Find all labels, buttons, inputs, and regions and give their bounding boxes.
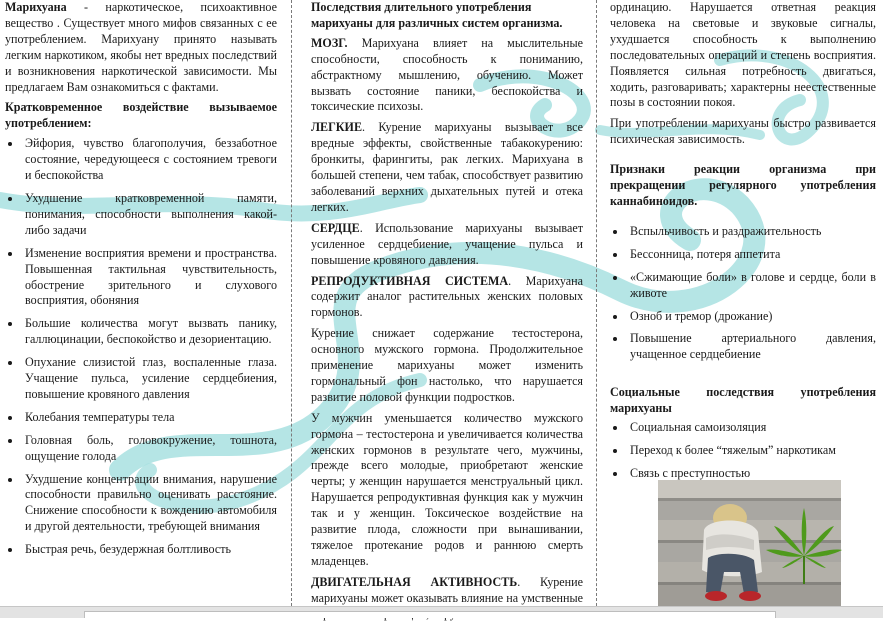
list-item: Эйфория, чувство благополучия, беззаботное состояние, чередующееся с состоянием тревоги и беспокойства <box>5 136 277 184</box>
list-item: «Сжимающие боли» в голове и сердце, боли в животе <box>610 270 876 302</box>
heart-paragraph <box>311 221 583 269</box>
social-consequences-heading: Социальные последствия употребления марихуаны <box>610 385 876 416</box>
motor-continuation-paragraph: ординацию. Нарушается ответная реакция человека на световые и звуковые сигналы, ухудшается способность к выполнению последовательных операций и степень восприятия. Появляется сильная потребность двигаться, ходить, разговаривать; характерны неестественные позы в состоянии покоя. <box>610 0 876 110</box>
list-item: Головная боль, головокружение, тошнота, ощущение голода <box>5 433 277 465</box>
heart-text: . Использование марихуаны вызывает усиленное сердцебиение, учащение пульса и повышение кровяного давления. <box>311 220 583 267</box>
lungs-paragraph <box>311 120 583 215</box>
list-item: Повышение артериального давления, учащенное сердцебиение <box>610 331 876 363</box>
intro-term: Марихуана <box>5 0 67 14</box>
list-item: Связь с преступностью <box>610 466 876 482</box>
list-item: Переход к более “тяжелым” наркотикам <box>610 443 876 459</box>
long-term-heading: Последствия длительного употребления марихуаны для различных систем организма. <box>311 0 563 30</box>
testosterone-paragraph: Курение снижает содержание тестостерона, основного мужского гормона. Продолжительное применение марихуаны может изменить гормональный фон настолько, что нарушается развитие половой функции подростков. <box>311 326 583 404</box>
short-term-effects-heading: Кратковременное воздействие вызываемое употреблением: <box>5 100 277 131</box>
withdrawal-signs-heading: Признаки реакции организма при прекращении регулярного употребления каннабиноидов. <box>610 162 876 208</box>
list-item: Ухудшение концентрации внимания, нарушение способности правильно оценивать расстояние. Снижение способности к вождению автомобиля и другой деятельности, требующей внимания <box>5 472 277 536</box>
column-divider <box>596 0 597 606</box>
list-item: Большие количества могут вызвать панику, галлюцинации, беспокойство и дезориентацию. <box>5 316 277 348</box>
reproductive-paragraph <box>311 274 583 322</box>
list-item: Быстрая речь, безудержная болтливость <box>5 542 277 558</box>
list-item: Вспыльчивость и раздражительность <box>610 224 876 240</box>
page-edge <box>84 611 776 618</box>
motor-term: ДВИГАТЕЛЬНАЯ АКТИВНОСТЬ <box>311 574 518 589</box>
motor-text: . Курение марихуаны может оказывать влияние на умственные <box>311 574 583 605</box>
brain-text: Марихуана влияет на мыслительные способности, способность к пониманию, абстрактному мышлению, обучению. Может вызвать состояние паники, беспокойства и токсические психозы. <box>311 35 583 114</box>
middle-column <box>311 0 583 606</box>
withdrawal-signs-list <box>610 224 876 363</box>
list-item: Озноб и тремор (дрожание) <box>610 309 876 325</box>
short-term-effects-list <box>5 136 277 558</box>
teen-on-stairs-photo <box>658 480 841 609</box>
list-item: Колебания температуры тела <box>5 410 277 426</box>
lungs-text: . Курение марихуаны вызывает все вредные эффекты, свойственные табакокурению: бронкиты, фарингиты, рак легких. Марихуана в большей степени, чем табак, способствует развитию заболеваний верхних дыхательных путей и отека легких. <box>311 120 583 214</box>
list-item: Социальная самоизоляция <box>610 420 876 436</box>
list-item: Опухание слизистой глаз, воспаленные глаза. Учащение пульса, усиление сердцебиения, повышение кровяного давления <box>5 355 277 403</box>
hormones-paragraph: У мужчин уменьшается количество мужского гормона – тестостерона и увеличивается количества женских гормонов в результате чего, мужчины, прежде всего молодые, приобретают женские черты; у женщин нарушается менструальный цикл. Нарушается репродуктивная функция как у мужчин так и у женщин. Токсическое воздействие на развитие плода, сложности при вынашивании, тяжелое протекание родов и раннюю смерть младенцев. <box>311 410 583 568</box>
heart-term: СЕРДЦЕ <box>311 220 360 235</box>
list-item: Изменение восприятия времени и пространства. Повышенная тактильная чувствительность, обострение зрительного и слухового восприятия, обоняния <box>5 246 277 310</box>
reproductive-term: РЕПРОДУКТИВНАЯ СИСТЕМА <box>311 273 509 288</box>
reproductive-text: . Марихуана содержит аналог растительных женских половых гормонов. <box>311 273 583 320</box>
lungs-term: ЛЕГКИЕ <box>311 120 363 135</box>
left-column <box>5 0 277 606</box>
list-item: Ухудшение кратковременной памяти, понимания, способности выполнения какой-либо задачи <box>5 191 277 239</box>
intro-text: - наркотическое, психоактивное вещество . Существует много мифов связанных с ее употреблением. Марихуану принято называть легким наркотиком, якобы нет вредных последствий и возникновения наркотической зависимости. Мы предлагаем Вам ознакомиться с фактами. <box>5 0 277 94</box>
social-consequences-list <box>610 420 876 482</box>
dependence-paragraph: При употреблении марихуаны быстро развивается психическая зависимость. <box>610 116 876 147</box>
column-divider <box>291 0 292 606</box>
list-item: Бессонница, потеря аппетита <box>610 247 876 263</box>
brain-term: МОЗГ. <box>311 35 348 50</box>
brain-paragraph <box>311 36 583 116</box>
intro-paragraph <box>5 0 277 95</box>
